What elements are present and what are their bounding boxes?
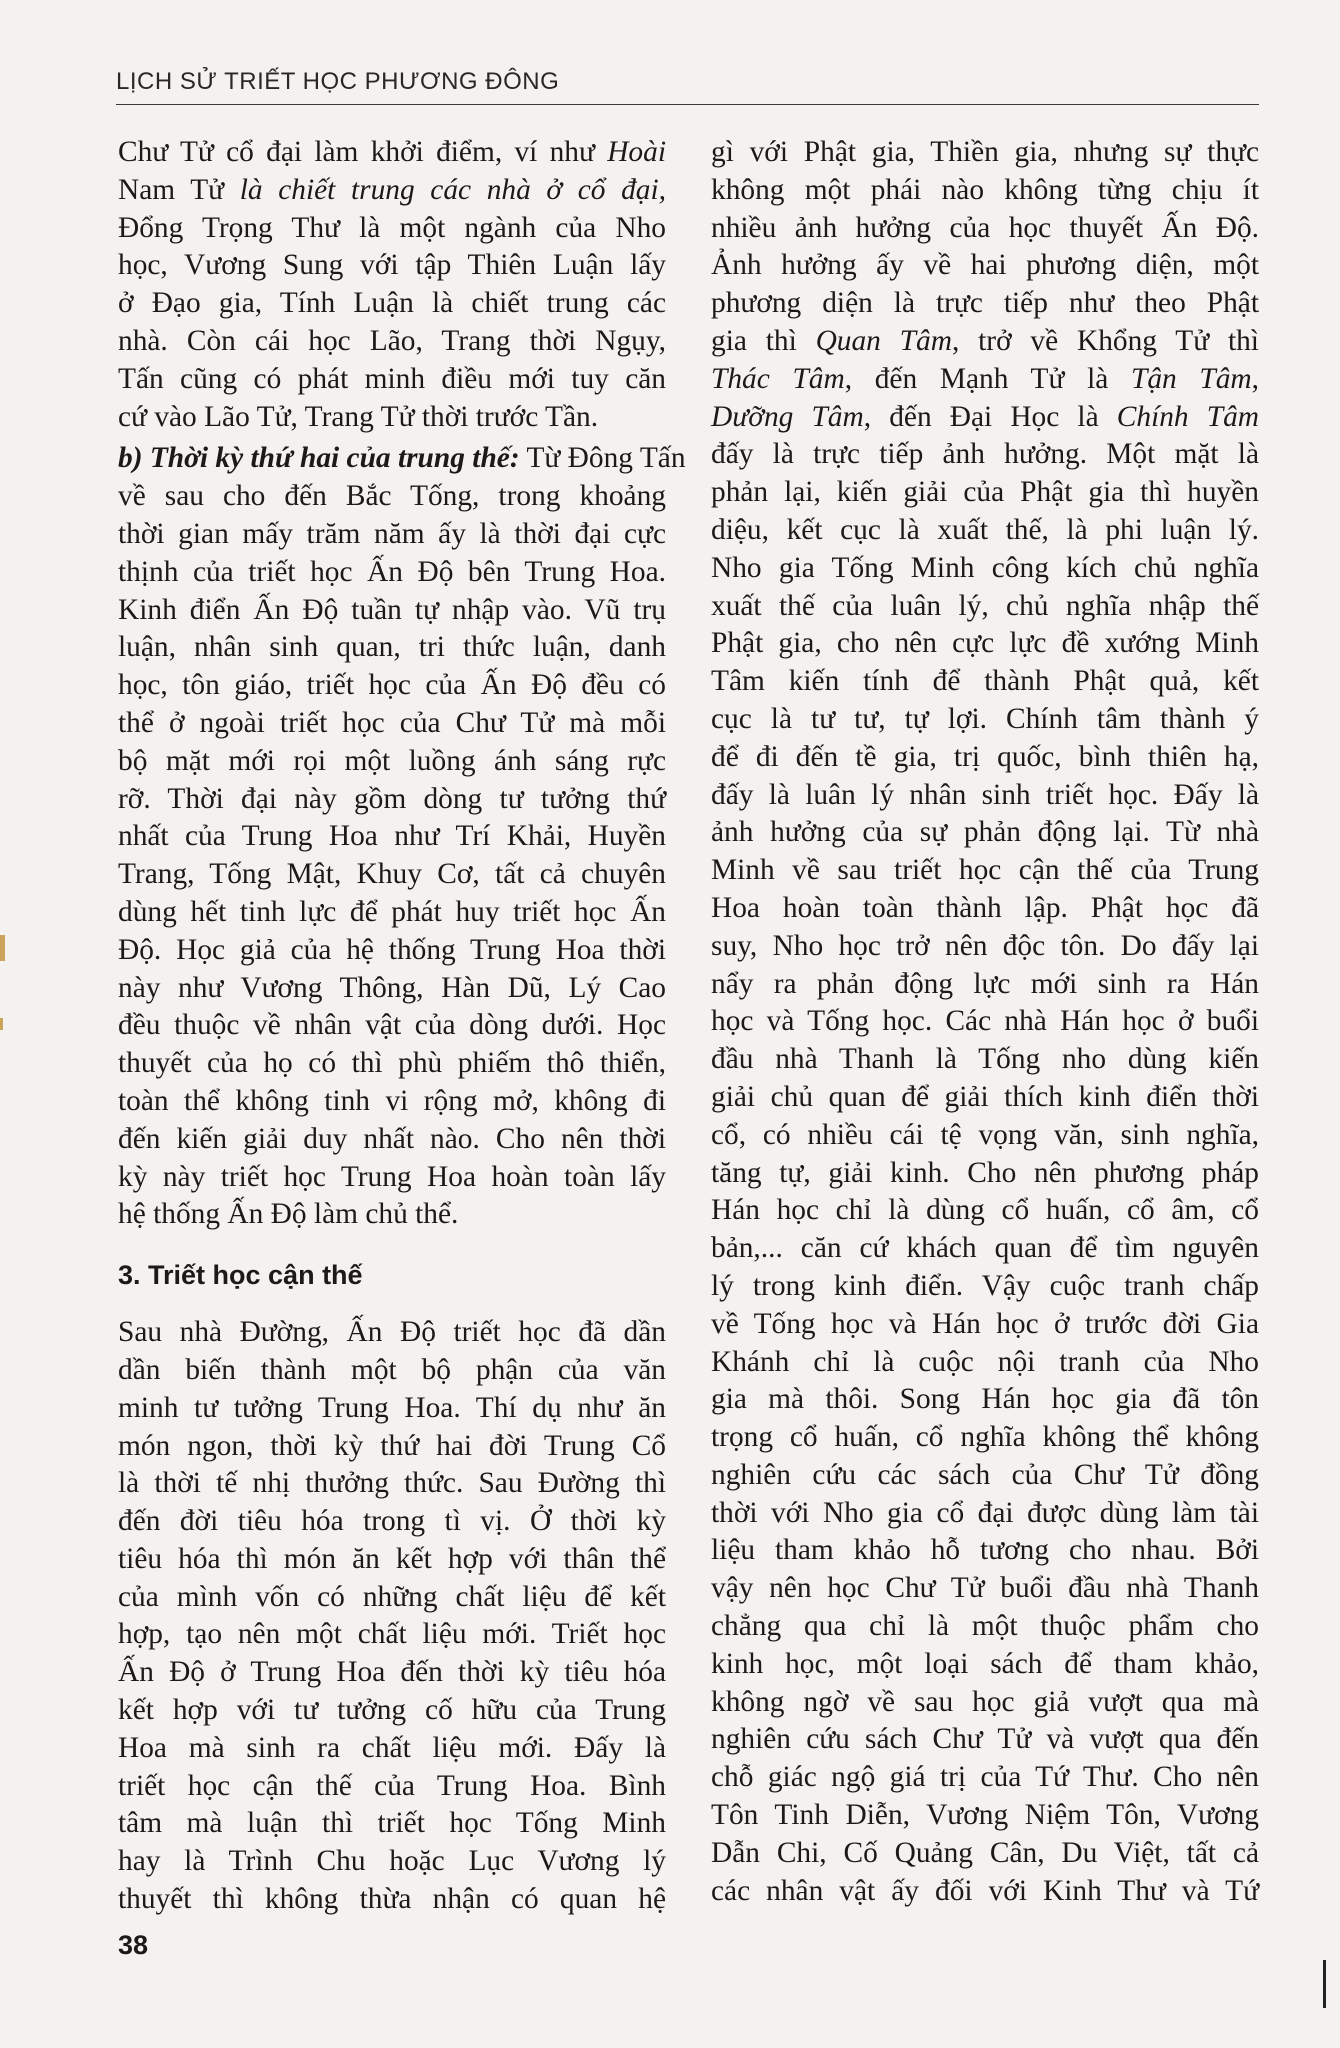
text-segment: về sau cho đến Bắc Tống, trong khoảng (118, 480, 666, 513)
text-line (711, 588, 1259, 626)
text-line (711, 1759, 1259, 1797)
text-line (118, 932, 666, 970)
text-segment: gì với Phật gia, Thiền gia, nhưng sự thực (711, 136, 1259, 168)
text-segment: về Tống học và Hán học ở trước đời Gia (711, 1307, 1259, 1340)
text-line (118, 399, 666, 437)
text-line (118, 1503, 666, 1541)
text-line (711, 436, 1259, 474)
text-segment: Đổng Trọng Thư là một ngành của Nho (118, 211, 666, 244)
text-line (711, 1835, 1259, 1873)
text-segment: không một phái nào không từng chịu ít (711, 173, 1259, 206)
text-line (711, 739, 1259, 777)
text-segment: thời gian mấy trăm năm ấy là thời đại cực (118, 517, 666, 550)
header-rule (116, 104, 1259, 105)
text-segment: hay là Trình Chu hoặc Lục Vương lý (118, 1845, 666, 1878)
text-line (118, 1007, 666, 1045)
text-line (711, 1079, 1259, 1117)
text-line (711, 1684, 1259, 1722)
page-number: 38 (118, 1930, 149, 1960)
text-line (711, 323, 1259, 361)
text-line (118, 743, 666, 781)
text-line (711, 1268, 1259, 1306)
text-segment: để đi đến tề gia, trị quốc, bình thiên hạ, (711, 740, 1259, 773)
text-segment: là thời tế nhị thưởng thức. Sau Đường thì (118, 1467, 666, 1500)
text-segment: xuất thế của luân lý, chủ nghĩa nhập thế (711, 589, 1259, 622)
text-segment: nhất của Trung Hoa như Trí Khải, Huyền (118, 820, 666, 853)
text-line (711, 1495, 1259, 1533)
text-segment: rỡ. Thời đại này gồm dòng tư tưởng thứ (118, 782, 666, 815)
text-segment: ở Đạo gia, Tính Luận là chiết trung các (118, 287, 666, 320)
text-line (711, 1646, 1259, 1684)
text-line (711, 625, 1259, 663)
text-segment: thịnh của triết học Ấn Độ bên Trung Hoa. (118, 555, 666, 588)
text-segment: đấy là luân lý nhân sinh triết học. Đấy là (711, 778, 1259, 811)
italic-term: Hoài (607, 136, 666, 168)
text-segment: Nam Tử (118, 173, 225, 206)
scan-edge-mark (0, 1018, 3, 1030)
text-line (711, 701, 1259, 739)
left-column (118, 134, 686, 1919)
text-line (118, 1805, 666, 1843)
text-segment: dùng hết tinh lực để phát huy triết học Ấn (118, 895, 666, 928)
text-line (711, 172, 1259, 210)
text-segment: Trang, Tống Mật, Khuy Cơ, tất cả chuyên (118, 858, 666, 891)
text-segment: Hoa hoàn toàn thành lập. Phật học đã (711, 891, 1259, 924)
text-line (711, 134, 1259, 172)
text-segment: phương diện là trực tiếp như theo Phật (711, 287, 1259, 320)
text-segment: nghiên cứu các sách của Chư Tử đồng (711, 1458, 1259, 1491)
italic-term: Quan Tâm (815, 324, 952, 357)
text-segment: Tâm kiến tính để thành Phật quả, kết (711, 665, 1259, 698)
text-segment: tăng tự, giải kinh. Cho nên phương pháp (711, 1156, 1259, 1189)
text-line (118, 705, 666, 743)
text-line (118, 1428, 666, 1466)
text-segment: nẩy ra phản động lực mới sinh ra Hán (711, 967, 1259, 1000)
text-line (118, 1579, 666, 1617)
text-line (118, 172, 666, 210)
text-segment: Khánh chỉ là cuộc nội tranh của Nho (711, 1345, 1259, 1378)
text-segment: Sau nhà Đường, Ấn Độ triết học đã dần (118, 1316, 666, 1349)
text-segment: học, tôn giáo, triết học của Ấn Độ đều có (118, 669, 666, 702)
text-line (711, 1155, 1259, 1193)
text-segment: , đến Mạnh Tử là (844, 362, 1131, 395)
text-segment: món ngon, thời kỳ thứ hai đời Trung Cổ (118, 1429, 666, 1462)
text-line (711, 777, 1259, 815)
paragraph-1 (118, 134, 666, 436)
text-line (118, 1616, 666, 1654)
text-line (711, 1797, 1259, 1835)
paragraph-3 (118, 1314, 666, 1919)
text-segment: thể ở ngoài triết học của Chư Tử mà mỗi (118, 706, 666, 739)
text-segment: Tôn Tinh Diễn, Vương Niệm Tôn, Vương (711, 1799, 1259, 1832)
text-segment: bản,... căn cứ khách quan để tìm nguyên (711, 1232, 1259, 1265)
text-line (711, 399, 1259, 437)
text-line (118, 1541, 666, 1579)
text-segment: học, Vương Sung với tập Thiên Luận lấy (118, 249, 666, 282)
text-line (711, 512, 1259, 550)
text-segment: , (1251, 362, 1259, 395)
text-segment: đến kiến giải duy nhất nào. Cho nên thời (118, 1122, 666, 1155)
text-line (711, 814, 1259, 852)
text-line (118, 1465, 666, 1503)
text-segment: diệu, kết cục là xuất thế, là phi luận lý. (711, 513, 1259, 546)
text-line (118, 1045, 666, 1083)
text-line (118, 1654, 666, 1692)
text-segment: kinh học, một loại sách để tham khảo, (711, 1647, 1259, 1680)
text-line (711, 1721, 1259, 1759)
text-segment: Ấn Độ ở Trung Hoa đến thời kỳ tiêu hóa (118, 1656, 666, 1689)
text-segment: đầu nhà Thanh là Tống nho dùng kiến (711, 1043, 1259, 1076)
text-line (118, 1692, 666, 1730)
text-line (711, 1344, 1259, 1382)
italic-term: là chiết trung các nhà ở cổ đại, (224, 173, 666, 206)
text-segment: học và Tống học. Các nhà Hán học ở buổi (711, 1005, 1259, 1038)
text-line (711, 361, 1259, 399)
text-line (118, 1768, 666, 1806)
text-line (118, 285, 666, 323)
text-segment: đến đời tiêu hóa trong tì vị. Ở thời kỳ (118, 1505, 666, 1538)
text-segment: của mình vốn có những chất liệu để kết (118, 1580, 666, 1613)
run-in-heading: b) Thời kỳ thứ hai của trung thế: (118, 442, 520, 475)
text-segment: , trở về Khổng Tử thì (951, 324, 1259, 357)
text-line (711, 852, 1259, 890)
text-segment: ảnh hưởng của sự phản động lại. Từ nhà (711, 816, 1259, 849)
text-line (711, 928, 1259, 966)
text-line (118, 134, 666, 172)
text-segment: cứ vào Lão Tử, Trang Tử thời trước Tần. (118, 400, 599, 433)
text-segment: lý trong kinh điển. Vậy cuộc tranh chấp (711, 1269, 1259, 1302)
text-segment: Nho gia Tống Minh công kích chủ nghĩa (711, 551, 1259, 584)
text-line (118, 210, 666, 248)
text-line (711, 890, 1259, 928)
text-line (711, 1041, 1259, 1079)
text-line (118, 247, 666, 285)
text-line (118, 554, 666, 592)
text-segment: thuyết thì không thừa nhận có quan hệ (118, 1883, 666, 1916)
text-segment: Ảnh hưởng ấy về hai phương diện, một (711, 249, 1259, 282)
text-segment: Kinh điển Ấn Độ tuần tự nhập vào. Vũ trụ (118, 593, 666, 626)
text-line (711, 247, 1259, 285)
text-segment: Phật gia, cho nên cực lực đề xướng Minh (711, 627, 1259, 660)
italic-term: Thác Tâm (711, 362, 845, 395)
text-segment: thời với Nho gia cổ đại được dùng làm tài (711, 1496, 1259, 1529)
text-segment: chỗ giác ngộ giá trị của Tứ Thư. Cho nên (711, 1761, 1259, 1794)
text-line (118, 1843, 666, 1881)
text-segment: cổ, có nhiều cái tệ vọng văn, sinh nghĩa, (711, 1118, 1259, 1151)
text-line (711, 550, 1259, 588)
text-line (118, 1083, 666, 1121)
text-line (711, 1532, 1259, 1570)
text-line (711, 1003, 1259, 1041)
text-segment: minh tư tưởng Trung Hoa. Thí dụ như ăn (118, 1391, 666, 1424)
text-segment: hợp, tạo nên một chất liệu mới. Triết học (118, 1618, 666, 1651)
text-line (118, 818, 666, 856)
text-line (711, 1230, 1259, 1268)
text-line (711, 663, 1259, 701)
text-line (711, 285, 1259, 323)
text-segment: Dẫn Chi, Cố Quảng Cân, Du Việt, tất cả (711, 1836, 1259, 1869)
running-header: LỊCH SỬ TRIẾT HỌC PHƯƠNG ĐÔNG (116, 68, 560, 95)
italic-term: Tận Tâm (1130, 362, 1252, 395)
text-line (711, 1419, 1259, 1457)
text-segment: Hán học chỉ là dùng cổ huấn, cổ âm, cổ (711, 1194, 1259, 1227)
text-line (118, 361, 666, 399)
text-line (711, 1192, 1259, 1230)
text-segment: trọng cổ huấn, cổ nghĩa không thể không (711, 1421, 1259, 1454)
right-column (711, 134, 1259, 1910)
text-segment: phản lại, kiến giải của Phật gia thì huyền (711, 476, 1259, 509)
text-segment: Hoa mà sinh ra chất liệu mới. Đấy là (118, 1731, 666, 1764)
text-line (118, 1881, 666, 1919)
text-line (118, 894, 666, 932)
paragraph-continued (711, 134, 1259, 1910)
text-line (118, 1121, 666, 1159)
text-line (118, 1159, 666, 1197)
text-segment: nhà. Còn cái học Lão, Trang thời Ngụy, (118, 324, 666, 357)
section-heading: 3. Triết học cận thế (118, 1260, 363, 1291)
scan-edge-mark (0, 935, 5, 961)
text-segment: luận, nhân sinh quan, tri thức luận, danh (118, 631, 666, 664)
text-segment: nghiên cứu sách Chư Tử và vượt qua đến (711, 1723, 1259, 1756)
text-line (711, 1457, 1259, 1495)
text-segment: chẳng qua chỉ là một thuộc phẩm cho (711, 1610, 1259, 1643)
text-segment: gia mà thôi. Song Hán học gia đã tôn (711, 1383, 1259, 1416)
text-segment: Tấn cũng có phát minh điều mới tuy căn (118, 362, 666, 395)
text-segment: không ngờ về sau học giả vượt qua mà (711, 1685, 1259, 1718)
text-line (118, 970, 666, 1008)
text-segment: Độ. Học giả của hệ thống Trung Hoa thời (118, 933, 666, 966)
text-line (118, 667, 666, 705)
text-segment: cục là tư tư, tự lợi. Chính tâm thành ý (711, 702, 1259, 735)
text-line (711, 210, 1259, 248)
text-segment: kỳ này triết học Trung Hoa hoàn toàn lấy (118, 1160, 666, 1193)
text-line (118, 781, 666, 819)
text-line (711, 474, 1259, 512)
text-segment: suy, Nho học trở nên độc tôn. Do đấy lại (711, 929, 1259, 962)
text-segment: Minh về sau triết học cận thế của Trung (711, 854, 1259, 887)
text-segment: , đến Đại Học là (863, 400, 1117, 433)
text-segment: thuyết của họ có thì phù phiếm thô thiển, (118, 1047, 666, 1080)
text-segment: bộ mặt mới rọi một luồng ánh sáng rực (118, 744, 666, 777)
text-line (711, 1570, 1259, 1608)
text-segment: gia thì (711, 324, 816, 357)
text-segment: đều thuộc về nhân vật của dòng dưới. Học (118, 1009, 666, 1042)
italic-term: Dưỡng Tâm (711, 400, 864, 433)
text-line (711, 966, 1259, 1004)
text-segment: liệu tham khảo hỗ tương cho nhau. Bởi (711, 1534, 1259, 1567)
text-line (118, 440, 686, 478)
text-segment: kết hợp với tư tưởng cố hữu của Trung (118, 1694, 666, 1727)
text-segment: các nhân vật ấy đối với Kinh Thư và Tứ (711, 1874, 1259, 1907)
text-line (711, 1117, 1259, 1155)
text-line (118, 323, 666, 361)
text-segment: Từ Đông Tấn (519, 442, 686, 475)
text-segment: nhiều ảnh hưởng của học thuyết Ấn Độ. (711, 211, 1259, 244)
italic-term: Chính Tâm (1116, 400, 1260, 433)
text-line (711, 1608, 1259, 1646)
text-segment: giải chủ quan để giải thích kinh điển thời (711, 1080, 1259, 1113)
text-line (118, 516, 666, 554)
text-line (118, 1352, 666, 1390)
text-segment: tâm mà luận thì triết học Tống Minh (118, 1807, 666, 1840)
text-segment: Chư Tử cổ đại làm khởi điểm, ví như (118, 136, 608, 168)
text-segment: toàn thể không tinh vi rộng mở, không đi (118, 1084, 666, 1117)
text-line (118, 1314, 666, 1352)
text-line (711, 1873, 1259, 1911)
text-line (118, 629, 666, 667)
paragraph-2 (118, 440, 686, 1234)
text-line (118, 856, 666, 894)
text-segment: hệ thống Ấn Độ làm chủ thể. (118, 1198, 459, 1231)
text-segment: dần biến thành một bộ phận của văn (118, 1353, 666, 1386)
text-segment: triết học cận thế của Trung Hoa. Bình (118, 1769, 666, 1802)
text-segment: vậy nên học Chư Tử buổi đầu nhà Thanh (711, 1572, 1259, 1605)
text-segment: tiêu hóa thì món ăn kết hợp với thân thể (118, 1542, 666, 1575)
text-line (118, 1390, 666, 1428)
text-line (711, 1306, 1259, 1344)
text-line (118, 1730, 666, 1768)
text-line (118, 592, 666, 630)
text-line (711, 1381, 1259, 1419)
text-segment: đấy là trực tiếp ảnh hưởng. Một mặt là (711, 438, 1259, 471)
scan-edge-mark (1323, 1960, 1326, 2008)
text-segment: này như Vương Thông, Hàn Dũ, Lý Cao (118, 971, 666, 1004)
text-line (118, 1196, 666, 1234)
text-line (118, 478, 666, 516)
